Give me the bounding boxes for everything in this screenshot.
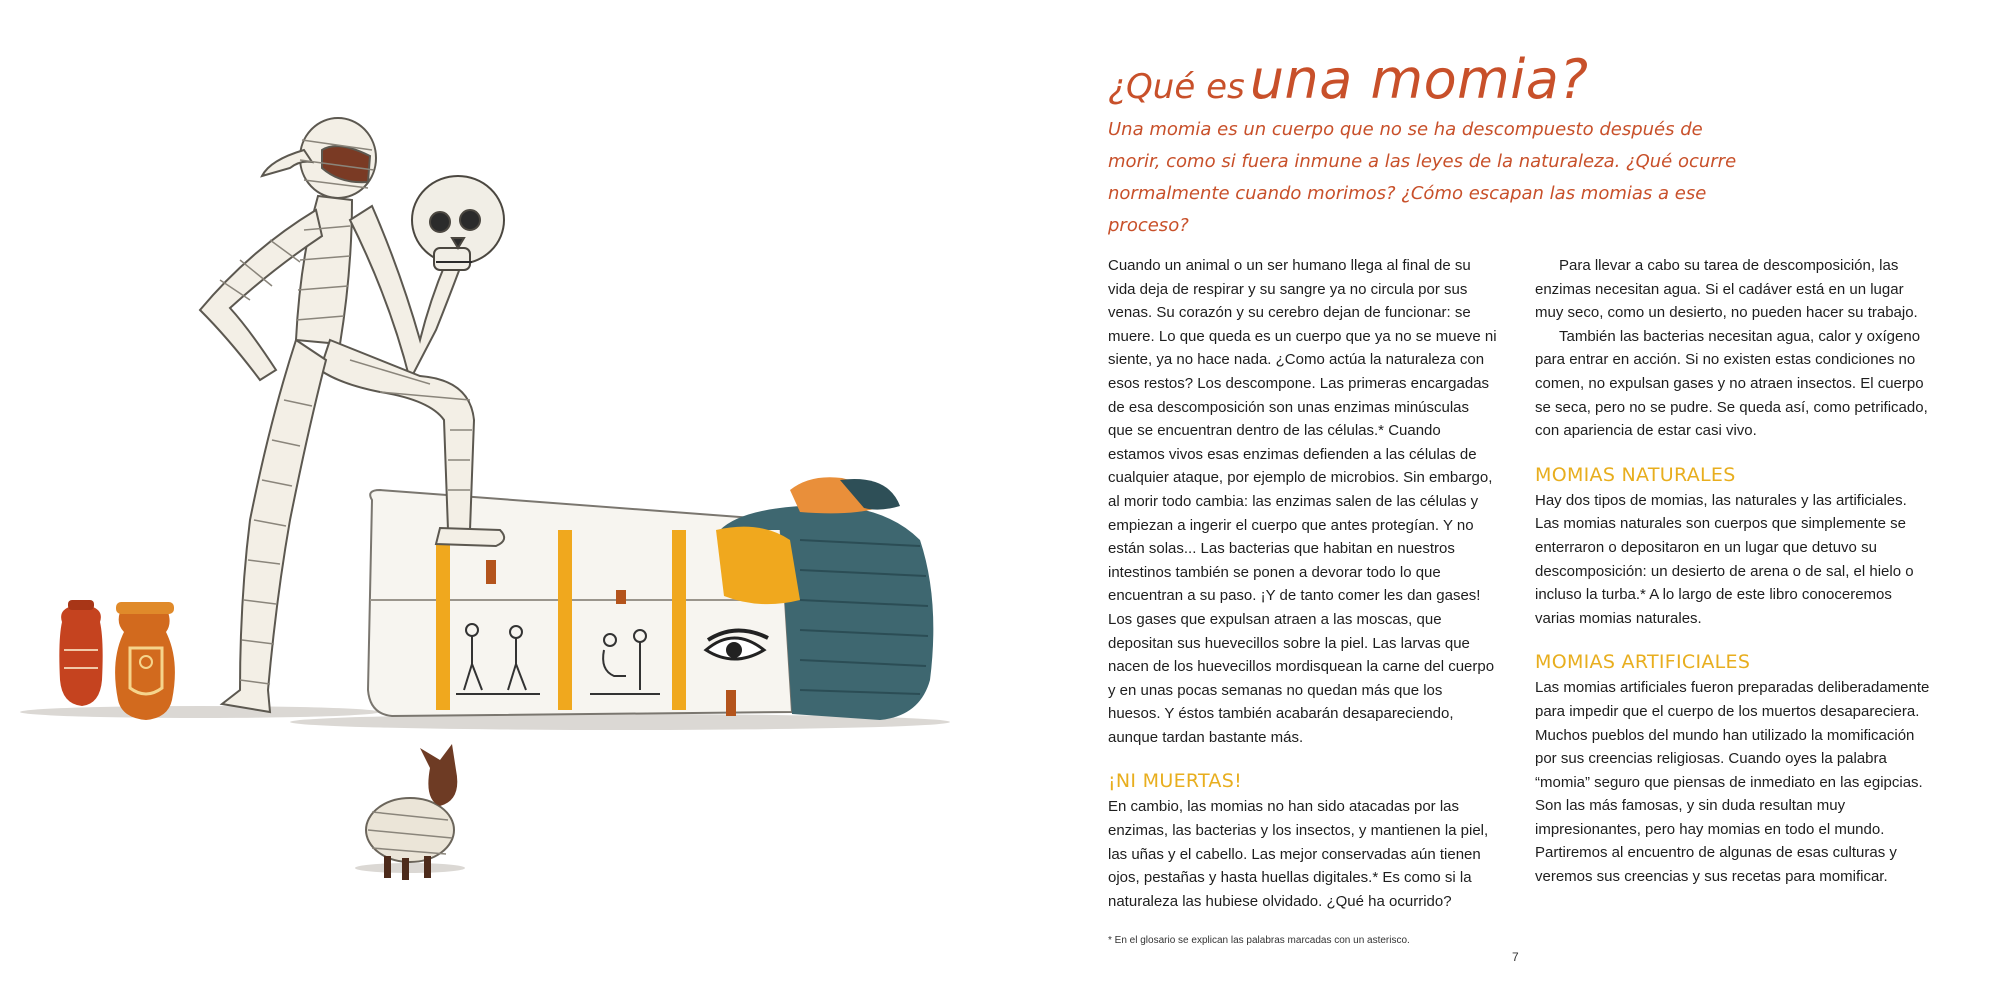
left-text-column [1108, 254, 1498, 913]
left-paragraph-2: En cambio, las momias no han sido atacadas por las enzimas, las bacterias y los insectos, y mantienen la piel, las uñas y el cabello. Las mejor conservadas aún tienen ojos, pestañas y hasta huellas digitales.* Es como si la naturaleza las hubiese olvidado. ¿Qué ha ocurrido? [1108, 798, 1489, 910]
skull [412, 176, 504, 270]
heading-momias-artificiales: MOMIAS ARTIFICIALES [1535, 651, 1751, 674]
right-paragraph-2: También las bacterias necesitan agua, calor y oxígeno para entrar en acción. Si no existen estas condiciones no comen, no expulsan gases y no atraen insectos. El cuerpo se seca, pero no se pudre. Se queda así, como petrificado, con apariencia de estar casi vivo. [1535, 327, 1928, 440]
title-prefix: ¿Qué es [1108, 67, 1245, 107]
footnote: * En el glosario se explican las palabras marcadas con un asterisco. [1108, 935, 1410, 946]
lead-paragraph: Una momia es un cuerpo que no se ha descompuesto después de morir, como si fuera inmune a las leyes de la naturaleza. ¿Qué ocurre normalmente cuando morimos? ¿Cómo escapan las momias a ese proceso? [1108, 119, 1737, 236]
heading-momias-naturales: MOMIAS NATURALES [1535, 463, 1736, 486]
paragraph-momias-artificiales: Las momias artificiales fueron preparadas deliberadamente para impedir que el cuerpo de los muertos desapareciera. Muchos pueblos del mundo han utilizado la momificación por sus creencias religiosas. Cuando oyes la palabra “momia” seguro que piensas de inmediato en las egipcias. Son las más famosas, y sin duda resultan muy impresionantes, pero hay momias en todo el mundo. Partiremos al encuentro de algunas de esas culturas y veremos sus creencias y sus recetas para momificar. [1535, 679, 1930, 886]
canopic-jar-large [115, 602, 175, 720]
left-paragraph-1: Cuando un animal o un ser humano llega al final de su vida deja de respirar y su sangre ya no circula por sus venas. Su corazón y su cerebro dejan de funcionar: se muere. Lo que queda es un cuerpo que ya no se mueve ni siente, ya no hace nada. ¿Como actúa la naturaleza con esos restos? Los descompone. Las primeras encargadas de esa descomposición son unas enzimas minúsculas que se encuentran dentro de las células.* Cuando estamos vivos esas enzimas defienden a las células de cualquier ataque, por ejemplo de microbios. Sin embargo, al morir todo cambia: las enzimas salen de las células y empiezan a ingerir el cuerpo que antes protegían. Y no están solas... Las bacterias que habitan en nuestros intestinos también se ponen a devorar todo lo que encuentran a su paso. ¡Y de tanto comer les dan gases! Los gases que expulsan atraen a las moscas, que depositan sus huevecillos sobre la piel. Las larvas que nacen de los huevecillos mordisquean la carne del cuerpo y en unas pocas semanas no quedan más que los huesos. Y éstos también acabarán desapareciendo, aunque tardan bastante más. [1108, 257, 1497, 746]
right-text-column [1535, 254, 1935, 889]
page-title [1108, 48, 1589, 111]
right-paragraph-1: Para llevar a cabo su tarea de descomposición, las enzimas necesitan agua. Si el cadáver está en un lugar muy seco, como un desierto, no pueden hacer su trabajo. [1535, 257, 1918, 322]
mummified-animal [366, 744, 457, 880]
page-number: 7 [1512, 950, 1519, 964]
heading-ni-muertas: ¡NI MUERTAS! [1108, 770, 1243, 793]
paragraph-momias-naturales: Hay dos tipos de momias, las naturales y las artificiales. Las momias naturales son cuerpos que simplemente se enterraron o depositaron en un lugar que detuvo su descomposición: un desierto de arena o de sal, el hielo o incluso la turba.* A lo largo de este libro conoceremos varias momias naturales. [1535, 491, 1914, 627]
title-main: una momia? [1249, 48, 1589, 111]
ground-shadow [20, 706, 950, 873]
canopic-jar-small [59, 600, 102, 706]
